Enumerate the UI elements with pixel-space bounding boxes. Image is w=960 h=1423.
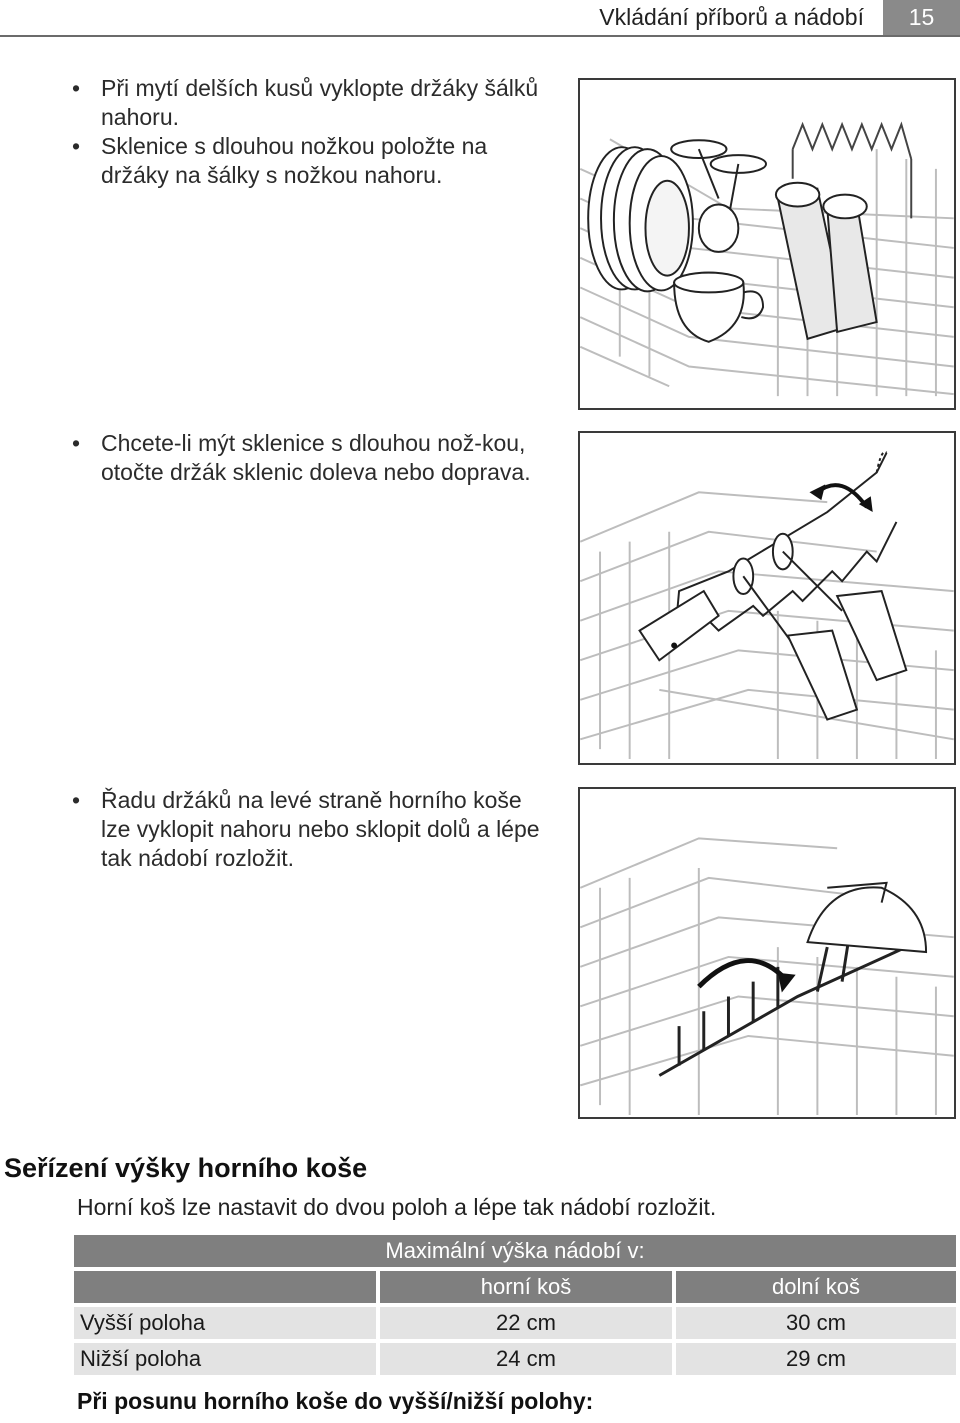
figure-cup-holders [578, 78, 956, 410]
list-item: • Sklenice s dlouhou nožkou položte na držáky na šálky s nožkou nahoru. [72, 133, 488, 188]
table-header: Maximální výška nádobí v: [74, 1235, 956, 1267]
section-title: Seřízení výšky horního koše [4, 1153, 368, 1183]
list-item: • Při mytí delších kusů vyklopte držáky šálků nahoru. [72, 75, 539, 130]
column-header-empty [74, 1271, 376, 1303]
column-header-lower: dolní koš [672, 1271, 956, 1303]
cell-upper: 24 cm [376, 1343, 672, 1375]
cell-lower: 29 cm [672, 1343, 956, 1375]
bullet-list-glass-holder [72, 429, 552, 487]
table-row [74, 1307, 956, 1339]
illustration-foldable-rows [580, 789, 954, 1117]
section-intro: Horní koš lze nastavit do dvou poloh a lépe tak nádobí rozložit. [77, 1194, 717, 1220]
bullet-list-foldable-rows [72, 786, 552, 873]
illustration-glass-holder [580, 433, 954, 763]
bullet-list-cup-holders [72, 74, 552, 190]
page-header [0, 0, 960, 40]
table-row [74, 1343, 956, 1375]
figure-foldable-rows [578, 787, 956, 1119]
basket-height-table [74, 1231, 956, 1379]
column-header-upper: horní koš [376, 1271, 672, 1303]
figure-glass-holder [578, 431, 956, 765]
row-label: Nižší poloha [74, 1343, 376, 1375]
footer-note: Při posunu horního koše do vyšší/nižší polohy: [77, 1388, 594, 1414]
cell-lower: 30 cm [672, 1307, 956, 1339]
cell-upper: 22 cm [376, 1307, 672, 1339]
header-divider [0, 35, 960, 37]
table-header-row [74, 1235, 956, 1267]
list-item: • Řadu držáků na levé straně horního koše lze vyklopit nahoru nebo sklopit dolů a lépe tak nádobí rozložit. [72, 787, 540, 871]
row-label: Vyšší poloha [74, 1307, 376, 1339]
illustration-cup-holders [580, 80, 954, 408]
header-title: Vkládání příborů a nádobí [599, 4, 864, 30]
list-item: • Chcete-li mýt sklenice s dlouhou nož-kou, otočte držák sklenic doleva nebo doprava. [72, 430, 531, 485]
table-column-row [74, 1271, 956, 1303]
page-number: 15 [883, 0, 960, 35]
